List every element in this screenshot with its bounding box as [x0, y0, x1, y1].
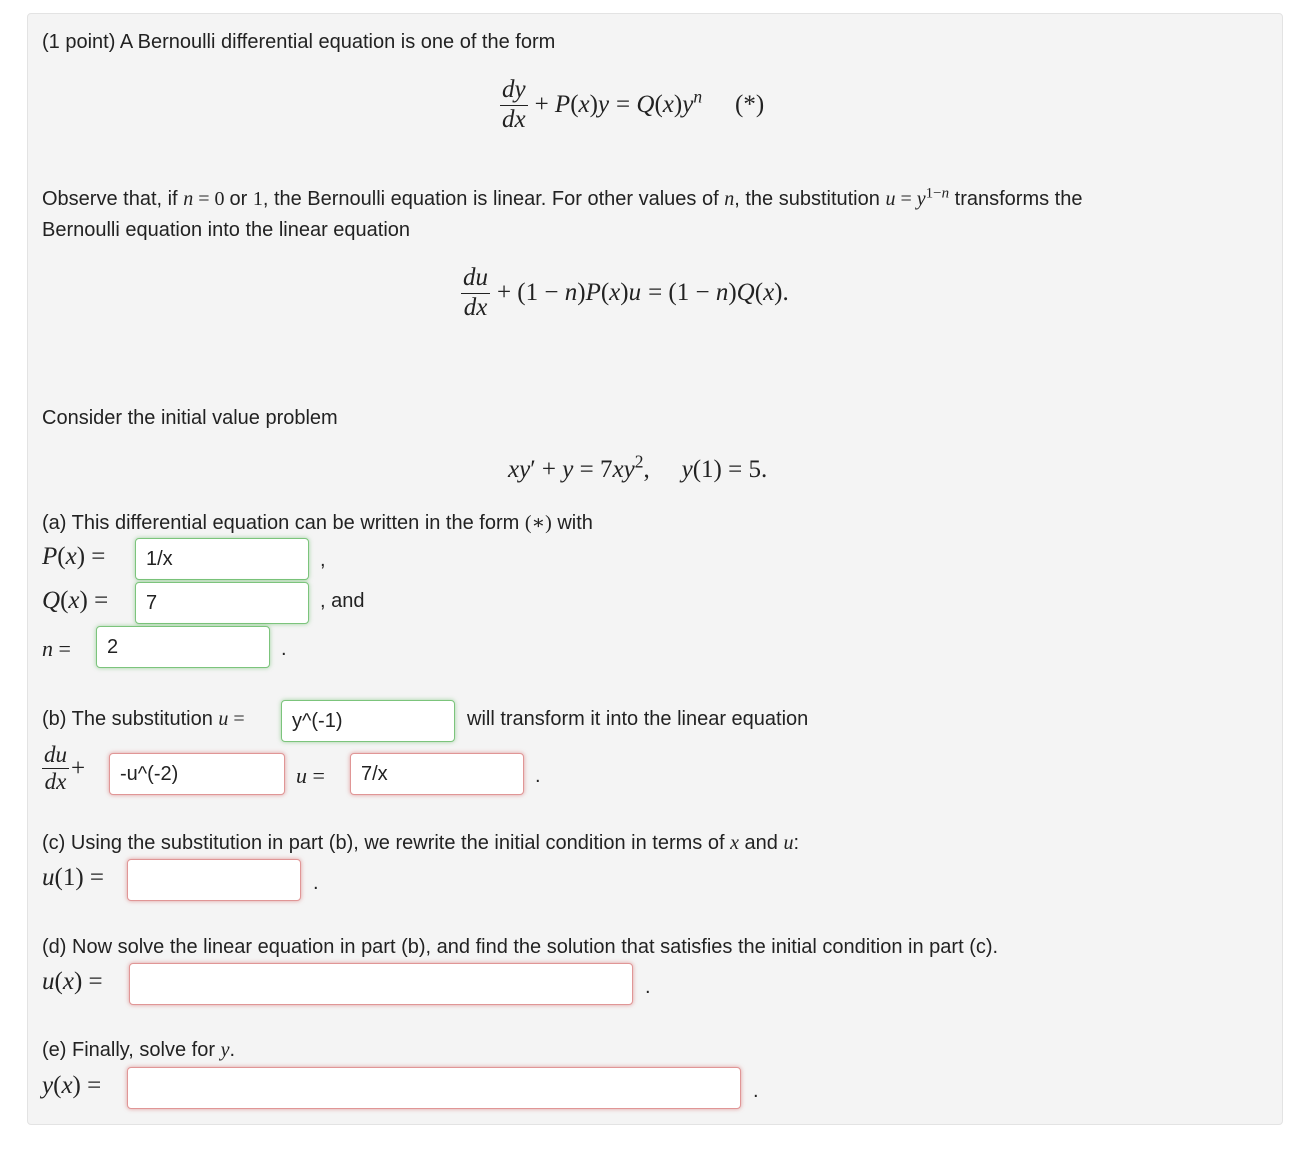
- point-label: (1 point): [42, 31, 116, 53]
- q-label: Q(x) =: [42, 587, 109, 614]
- d-period: .: [645, 976, 651, 998]
- substitution-input[interactable]: y^(-1): [281, 700, 455, 742]
- b-period: .: [535, 765, 541, 787]
- n-label: n =: [42, 636, 71, 661]
- ux-label: u(x) =: [42, 968, 103, 995]
- observe-line-2: Bernoulli equation into the linear equation: [42, 219, 411, 241]
- part-a-text: (a) This differential equation can be written in the form (∗) with: [42, 512, 593, 534]
- coefficient-input[interactable]: -u^(-2): [109, 753, 285, 795]
- part-c-text: (c) Using the substitution in part (b), we rewrite the initial condition in terms of x and u:: [42, 832, 800, 854]
- initial-condition-input[interactable]: [127, 859, 301, 901]
- part-b-after-text: will transform it into the linear equation: [467, 708, 809, 730]
- bernoulli-equation: $\frac{dy}{dx}$ + $P(x)y = Q(x)y^n$ (*): [502, 76, 765, 133]
- u1-label: u(1) =: [42, 864, 104, 891]
- p-of-x-input[interactable]: 1/x: [135, 538, 309, 580]
- part-b-text: (b) The substitution u =: [42, 708, 245, 730]
- intro-text: A Bernoulli differential equation is one of the form: [119, 31, 556, 53]
- part-d-text: (d) Now solve the linear equation in part (b), and find the solution that satisfies the initial condition in part (c).: [42, 936, 999, 958]
- ivp-equation: $xy' + y = 7xy^2$, y(1) = 5.: [508, 451, 768, 483]
- n-input[interactable]: 2: [96, 626, 270, 668]
- du-dx-fraction: $\frac{du}{dx}$ +: [44, 742, 86, 795]
- rhs-input[interactable]: 7/x: [350, 753, 524, 795]
- e-period: .: [753, 1080, 759, 1102]
- y-solution-input[interactable]: [127, 1067, 741, 1109]
- c-period: .: [313, 872, 319, 894]
- observe-line-1: Observe that, if n = 0 or 1, the Bernoulli equation is linear. For other values of n, the substitution $u = y^{1-n}$ transforms the: [42, 185, 1083, 210]
- linear-equation: $\frac{du}{dx}$ + (1 − n)P(x)u = (1 − n)Q(x).: [463, 264, 789, 321]
- u-solution-input[interactable]: [129, 963, 633, 1005]
- and-text: , and: [320, 590, 365, 612]
- q-of-x-input[interactable]: 7: [135, 582, 309, 624]
- yx-label: y(x) =: [42, 1072, 102, 1099]
- p-label: P(x) =: [42, 543, 106, 570]
- part-e-text: (e) Finally, solve for y.: [42, 1039, 236, 1061]
- u-equals-label: u =: [296, 763, 325, 788]
- equation-star-label: (*): [735, 90, 765, 118]
- problem-panel: [27, 13, 1283, 1125]
- consider-text: Consider the initial value problem: [42, 407, 338, 429]
- n-period: .: [281, 638, 287, 660]
- intro-line: [42, 31, 555, 54]
- p-comma: ,: [320, 549, 326, 571]
